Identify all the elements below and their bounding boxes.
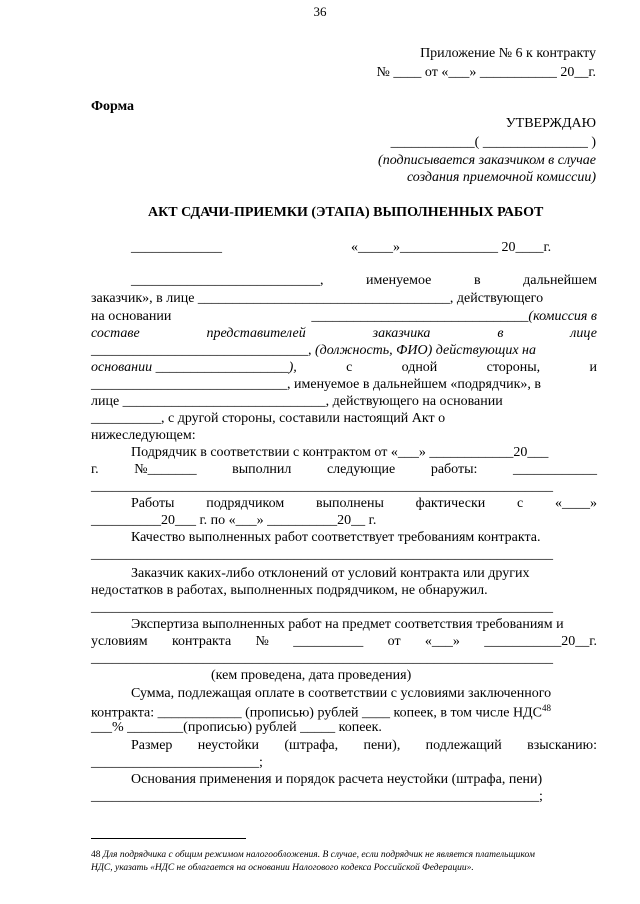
document-title: АКТ СДАЧИ-ПРИЕМКИ (ЭТАПА) ВЫПОЛНЕННЫХ РАБОТ: [148, 205, 544, 220]
page-number: 36: [313, 4, 327, 19]
penalty-basis-clause: Основания применения и порядок расчета неустойки (штрафа, пени): [131, 772, 543, 787]
penalty-basis-blank-line: ________________________________________________________________;: [91, 789, 543, 804]
approve-note-line-1: (подписывается заказчиком в случае: [378, 153, 596, 168]
approve-signature-line: ____________( _______________ ): [390, 135, 596, 150]
act-place-field: _____________: [131, 240, 222, 255]
works-blank-line: __________________________________________________________________: [91, 479, 553, 494]
footnote-number: 48: [91, 850, 101, 860]
footnote-line-1: 48 Для подрядчика с общим режимом налогообложения. В случае, если подрядчик не является плательщиком: [91, 850, 535, 860]
body-line-1-blank: ___________________________,: [131, 273, 324, 288]
works-done-line: Работы подрядчиком выполнены фактически с «____»: [131, 496, 597, 511]
expertise-clause-2: условиям контракта № __________ от «___» ___________20__г.: [91, 634, 597, 649]
body-line-8: лице _____________________________, действующего на основании: [91, 394, 503, 409]
expertise-blank-line: __________________________________________________________________: [91, 651, 553, 666]
no-deviation-clause-2: недостатков в работах, выполненных подрядчиком, не обнаружил.: [91, 583, 488, 598]
payment-clause-2: контракта: ____________ (прописью) рублей ____ копеек, в том числе НДС$^{48}$: [91, 703, 551, 721]
no-deviation-clause-1: Заказчик каких-либо отклонений от условий контракта или других: [131, 566, 530, 581]
footnote-separator: [91, 838, 246, 839]
body-line-4: составе представителей заказчика в лице: [91, 326, 597, 341]
footnote-line-2: НДС, указать «НДС не облагается на основании Налогового кодекса Российской Федерации».: [91, 863, 474, 873]
body-line-2: заказчик», в лице ____________________________________, действующего: [91, 291, 544, 306]
body-line-9: __________, с другой стороны, составили настоящий Акт о: [91, 411, 446, 426]
payment-clause-1: Сумма, подлежащая оплате в соответствии с условиями заключенного: [131, 686, 552, 701]
approve-note-line-2: создания приемочной комиссии): [406, 170, 596, 185]
form-label: Форма: [91, 99, 135, 114]
payment-clause-3: ___% ________(прописью) рублей _____ копеек.: [91, 720, 382, 735]
penalty-blank-line: ________________________;: [91, 755, 263, 770]
footnote-ref: 48: [541, 703, 551, 713]
body-line-10: нижеследующем:: [91, 428, 196, 443]
body-line-3: на основании _______________________________(комиссия в: [91, 309, 597, 324]
body-line-6: основании ___________________), с одной стороны, и: [91, 360, 597, 375]
expertise-caption: (кем проведена, дата проведения): [211, 668, 412, 683]
body-line-1: ___________________________, именуемое в дальнейшем: [131, 273, 597, 288]
expertise-clause-1: Экспертиза выполненных работ на предмет соответствия требованиям и: [131, 617, 564, 632]
approve-heading: УТВЕРЖДАЮ: [505, 116, 596, 131]
no-deviation-blank-line: __________________________________________________________________: [91, 600, 553, 615]
appendix-label: Приложение № 6 к контракту: [420, 46, 596, 61]
quality-blank-line: __________________________________________________________________: [91, 547, 553, 562]
works-list-line: г. №_______ выполнил следующие работы: ____________: [91, 462, 597, 477]
contract-reference: № ____ от «___» ___________ 20__г.: [376, 65, 596, 80]
penalty-clause: Размер неустойки (штрафа, пени), подлежащий взысканию:: [131, 738, 597, 753]
works-period-line: __________20___ г. по «___» __________20__ г.: [91, 513, 377, 528]
body-line-7: ____________________________, именуемое в дальнейшем «подрядчик», в: [91, 377, 542, 392]
act-date-field: «_____»______________ 20____г.: [351, 240, 552, 255]
quality-clause: Качество выполненных работ соответствует требованиям контракта.: [131, 530, 541, 545]
body-line-5: _______________________________, (должность, ФИО) действующих на: [91, 343, 536, 358]
contractor-clause: Подрядчик в соответствии с контрактом от «___» ____________20___: [131, 445, 549, 460]
